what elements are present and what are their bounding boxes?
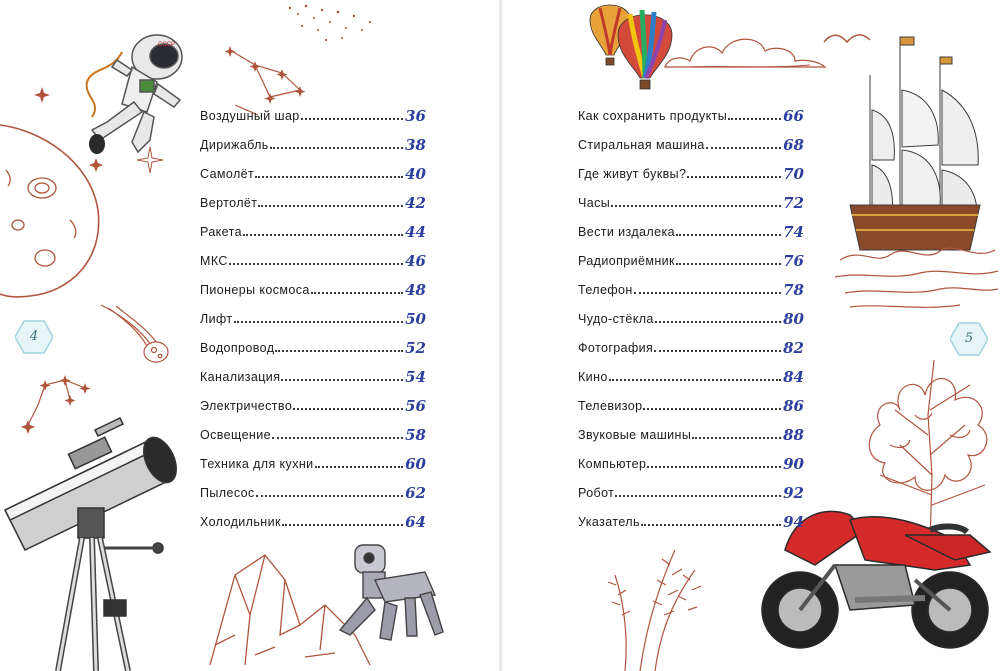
toc-dot-leader <box>611 204 781 207</box>
wheat-illustration <box>600 545 720 671</box>
toc-entry-page: 52 <box>405 339 426 357</box>
toc-entry[interactable] <box>578 96 804 125</box>
toc-left-column <box>200 96 426 531</box>
toc-dot-leader <box>258 204 403 207</box>
book-gutter <box>499 0 502 671</box>
toc-entry-page: 42 <box>405 194 426 212</box>
toc-entry[interactable] <box>200 270 426 299</box>
toc-entry[interactable] <box>578 415 804 444</box>
toc-entry-title: Телефон <box>578 283 633 297</box>
toc-entry-title: МКС <box>200 254 228 268</box>
toc-entry-page: 40 <box>405 165 426 183</box>
toc-entry[interactable] <box>200 154 426 183</box>
toc-entry-title: Освещение <box>200 428 271 442</box>
toc-dot-leader <box>706 146 781 149</box>
toc-dot-leader <box>256 494 404 497</box>
toc-dot-leader <box>311 291 403 294</box>
toc-entry-page: 94 <box>783 513 804 531</box>
clouds-illustration <box>660 25 830 75</box>
star-illustration <box>135 145 165 175</box>
toc-entry-page: 74 <box>783 223 804 241</box>
toc-entry-page: 50 <box>405 310 426 328</box>
toc-dot-leader <box>293 407 403 410</box>
toc-dot-leader <box>270 146 403 149</box>
toc-dot-leader <box>655 320 781 323</box>
toc-entry-title: Робот <box>578 486 615 500</box>
toc-entry[interactable] <box>200 328 426 357</box>
toc-dot-leader <box>229 262 403 265</box>
toc-entry-page: 66 <box>783 107 804 125</box>
toc-entry-title: Канализация <box>200 370 281 384</box>
toc-entry-title: Пионеры космоса <box>200 283 310 297</box>
toc-dot-leader <box>676 262 781 265</box>
toc-entry[interactable] <box>200 96 426 125</box>
toc-dot-leader <box>234 320 404 323</box>
toc-entry-page: 56 <box>405 397 426 415</box>
toc-entry-title: Воздушный шар <box>200 109 300 123</box>
toc-entry[interactable] <box>200 183 426 212</box>
toc-entry-title: Как сохранить продукты <box>578 109 728 123</box>
toc-dot-leader <box>609 378 781 381</box>
toc-entry[interactable] <box>578 154 804 183</box>
toc-entry-page: 72 <box>783 194 804 212</box>
toc-entry-page: 60 <box>405 455 426 473</box>
toc-entry[interactable] <box>200 386 426 415</box>
toc-entry[interactable] <box>200 125 426 154</box>
toc-dot-leader <box>641 523 781 526</box>
toc-entry-title: Техника для кухни <box>200 457 314 471</box>
toc-entry-title: Водопровод <box>200 341 275 355</box>
toc-entry-page: 64 <box>405 513 426 531</box>
helmet-label: СССР <box>158 42 176 48</box>
toc-entry-title: Вертолёт <box>200 196 258 210</box>
toc-entry-title: Пылесос <box>200 486 255 500</box>
toc-dot-leader <box>255 175 403 178</box>
toc-entry-page: 54 <box>405 368 426 386</box>
toc-entry[interactable] <box>200 444 426 473</box>
toc-entry-title: Дирижабль <box>200 138 269 152</box>
toc-entry-page: 84 <box>783 368 804 386</box>
toc-entry-page: 86 <box>783 397 804 415</box>
toc-entry-title: Звуковые машины <box>578 428 692 442</box>
toc-entry-title: Фотография <box>578 341 654 355</box>
toc-dot-leader <box>282 523 403 526</box>
toc-dot-leader <box>692 436 781 439</box>
toc-entry-title: Чудо-стёкла <box>578 312 654 326</box>
toc-entry[interactable] <box>578 212 804 241</box>
toc-dot-leader <box>654 349 781 352</box>
toc-entry[interactable] <box>578 125 804 154</box>
toc-entry-title: Ракета <box>200 225 242 239</box>
toc-entry-title: Радиоприёмник <box>578 254 675 268</box>
toc-entry-page: 38 <box>405 136 426 154</box>
toc-entry-page: 62 <box>405 484 426 502</box>
toc-dot-leader <box>281 378 403 381</box>
toc-entry[interactable] <box>578 241 804 270</box>
toc-entry-title: Вести издалека <box>578 225 675 239</box>
toc-dot-leader <box>272 436 403 439</box>
toc-entry[interactable] <box>200 299 426 328</box>
toc-entry[interactable] <box>578 270 804 299</box>
toc-right-column <box>578 96 804 531</box>
asteroid-illustration <box>0 120 110 300</box>
toc-entry-page: 48 <box>405 281 426 299</box>
toc-entry[interactable] <box>578 444 804 473</box>
toc-entry-page: 58 <box>405 426 426 444</box>
robot-dog-illustration <box>325 540 445 650</box>
toc-entry-page: 68 <box>783 136 804 154</box>
page-number-right <box>950 320 988 358</box>
toc-entry-title: Электричество <box>200 399 293 413</box>
toc-entry-title: Компьютер <box>578 457 647 471</box>
toc-entry-title: Самолёт <box>200 167 255 181</box>
toc-entry-title: Указатель <box>578 515 640 529</box>
toc-entry-page: 36 <box>405 107 426 125</box>
toc-entry[interactable] <box>578 328 804 357</box>
toc-dot-leader <box>301 117 403 120</box>
toc-dot-leader <box>275 349 403 352</box>
toc-entry[interactable] <box>578 183 804 212</box>
toc-dot-leader <box>634 291 781 294</box>
telescope-illustration <box>0 400 200 671</box>
toc-entry[interactable] <box>578 502 804 531</box>
toc-entry-title: Где живут буквы? <box>578 167 687 181</box>
toc-dot-leader <box>243 233 403 236</box>
page-number-left <box>15 318 53 356</box>
toc-dot-leader <box>728 117 781 120</box>
toc-entry-page: 80 <box>783 310 804 328</box>
toc-entry-title: Телевизор <box>578 399 643 413</box>
toc-dot-leader <box>647 465 781 468</box>
star-dust-illustration <box>280 0 380 50</box>
toc-entry[interactable] <box>200 502 426 531</box>
toc-entry[interactable] <box>578 473 804 502</box>
toc-entry[interactable] <box>578 386 804 415</box>
toc-entry-page: 78 <box>783 281 804 299</box>
toc-dot-leader <box>615 494 781 497</box>
toc-dot-leader <box>643 407 781 410</box>
toc-entry-page: 88 <box>783 426 804 444</box>
page-number-left-label: 4 <box>29 329 39 344</box>
toc-entry-page: 46 <box>405 252 426 270</box>
toc-dot-leader <box>676 233 781 236</box>
meteor-illustration <box>96 300 176 370</box>
toc-entry[interactable] <box>200 357 426 386</box>
toc-entry-page: 82 <box>783 339 804 357</box>
toc-entry[interactable] <box>578 357 804 386</box>
toc-entry-title: Лифт <box>200 312 233 326</box>
toc-dot-leader <box>687 175 781 178</box>
toc-entry-title: Часы <box>578 196 611 210</box>
toc-dot-leader <box>315 465 404 468</box>
toc-entry[interactable] <box>200 212 426 241</box>
toc-entry-title: Кино <box>578 370 608 384</box>
page-number-right-label: 5 <box>964 331 974 346</box>
toc-entry-page: 70 <box>783 165 804 183</box>
toc-entry[interactable] <box>200 241 426 270</box>
toc-entry[interactable] <box>200 415 426 444</box>
toc-entry-title: Холодильник <box>200 515 281 529</box>
toc-entry-page: 92 <box>783 484 804 502</box>
toc-entry-page: 90 <box>783 455 804 473</box>
toc-entry[interactable] <box>578 299 804 328</box>
toc-entry[interactable] <box>200 473 426 502</box>
sailing-ship-illustration <box>830 35 1000 315</box>
toc-entry-page: 76 <box>783 252 804 270</box>
toc-entry-title: Стиральная машина <box>578 138 705 152</box>
toc-entry-page: 44 <box>405 223 426 241</box>
